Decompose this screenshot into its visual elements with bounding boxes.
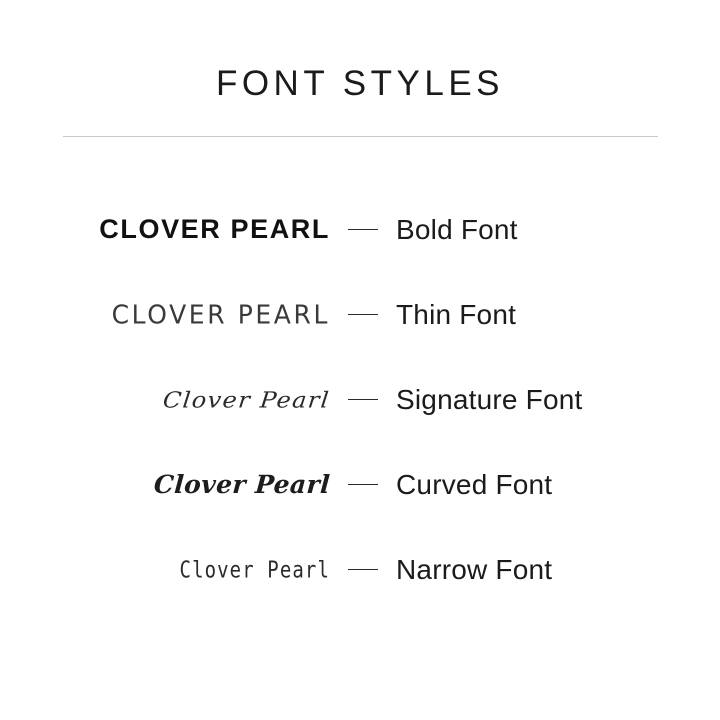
font-label-thin: Thin Font (396, 298, 517, 330)
separator-cell (330, 527, 396, 612)
list-item (30, 357, 690, 442)
page-title: FONT STYLES (215, 64, 505, 103)
header (0, 0, 720, 137)
list-item (30, 272, 690, 357)
label-cell (396, 187, 690, 272)
sample-cell (30, 187, 330, 272)
font-label-signature: Signature Font (396, 383, 583, 415)
list-item (30, 442, 690, 527)
sample-cell (30, 357, 330, 442)
font-label-bold: Bold Font (396, 213, 518, 245)
separator-cell (330, 357, 396, 442)
separator-cell (330, 187, 396, 272)
dash-icon (348, 399, 378, 401)
font-sample-narrow: Clover Pearl (179, 556, 330, 583)
font-style-list (0, 187, 720, 612)
font-sample-bold: CLOVER PEARL (99, 214, 330, 244)
font-label-curved: Curved Font (396, 468, 553, 500)
dash-icon (348, 314, 378, 316)
list-item (30, 527, 690, 612)
label-cell (396, 442, 690, 527)
font-label-narrow: Narrow Font (396, 553, 553, 585)
sample-cell (30, 272, 330, 357)
separator-cell (330, 272, 396, 357)
list-item (30, 187, 690, 272)
dash-icon (348, 229, 378, 231)
label-cell (396, 272, 690, 357)
font-sample-signature: Clover Pearl (161, 386, 332, 413)
font-sample-thin: CLOVER PEARL (111, 299, 330, 330)
sample-cell (30, 527, 330, 612)
dash-icon (348, 484, 378, 486)
dash-icon (348, 569, 378, 571)
label-cell (396, 357, 690, 442)
label-cell (396, 527, 690, 612)
header-divider (63, 136, 658, 137)
sample-cell (30, 442, 330, 527)
font-sample-curved: Clover Pearl (152, 470, 332, 499)
separator-cell (330, 442, 396, 527)
